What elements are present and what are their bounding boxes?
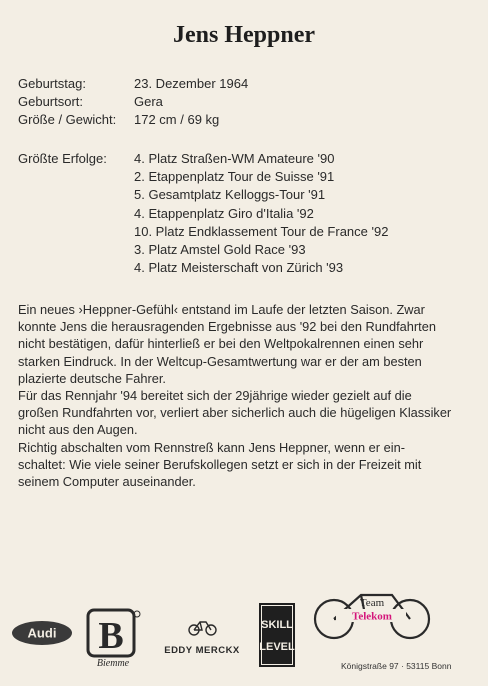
bio-line: konnte Jens die herausragenden Ergebnisse aus '92 bei den Rundfahrten [18, 319, 436, 335]
facts-list [18, 75, 248, 129]
achievement-item: 2. Etappenplatz Tour de Suisse '91 [134, 169, 335, 185]
fact-label: Geburtstag: [18, 76, 86, 91]
skill-text: SKILL [261, 619, 293, 631]
bio-line: Richtig abschalten vom Rennstreß kann Jens Heppner, wenn er ein- [18, 439, 405, 455]
fact-birthday [18, 75, 248, 93]
fact-value: 23. Dezember 1964 [134, 76, 249, 91]
bio-line: plazierte deutsche Fahrer. [18, 370, 166, 386]
bio-line: nicht aus den Augen. [18, 422, 138, 438]
bicycle-icon [189, 622, 216, 635]
biemme-logo [86, 608, 142, 668]
fact-birthplace [18, 93, 248, 111]
merckx-text: EDDY MERCKX [164, 645, 240, 656]
achievement-item: 4. Etappenplatz Giro d'Italia '92 [134, 205, 314, 221]
fact-label: Größe / Gewicht: [18, 112, 117, 127]
bio-line: schaltet: Wie viele seiner Berufskollegen setzt er sich in der Freizeit mit [18, 456, 422, 472]
biemme-text: Biemme [96, 658, 130, 668]
bio-line: seinem Computer auseinander. [18, 474, 196, 490]
audi-text: Audi [27, 625, 57, 641]
level-text: LEVEL [259, 641, 295, 653]
bio-line: Für das Rennjahr '94 bereitet sich der 29jährige wieder gezielt auf die [18, 388, 412, 404]
bio-line: großen Rundfahrten vor, verliert aber sicherlich auch die hügeligen Klassiker [18, 405, 452, 421]
achievements [18, 150, 388, 277]
achievement-item: 4. Platz Meisterschaft von Zürich '93 [134, 260, 344, 276]
audi-logo [10, 620, 74, 646]
fact-value: 172 cm / 69 kg [134, 112, 220, 127]
achievement-item: 4. Platz Straßen-WM Amateure '90 [134, 151, 335, 166]
address: Königstraße 97 · 53115 Bonn [341, 661, 452, 671]
bio-line: Ein neues ›Heppner-Gefühl‹ entstand im Laufe der letzten Saison. Zwar [18, 302, 425, 317]
achievement-item: 5. Gesamtplatz Kelloggs-Tour '91 [134, 187, 326, 203]
rider-name: Jens Heppner [172, 22, 315, 48]
fact-label: Geburtsort: [18, 94, 84, 109]
skill-level-logo [258, 602, 296, 668]
eddy-merckx-logo [156, 615, 248, 657]
telekom-team-text: Team [359, 597, 385, 609]
telekom-name-text: Telekom [352, 610, 392, 623]
achievements-label: Größte Erfolge: [18, 151, 107, 166]
achievement-item: 3. Platz Amstel Gold Race '93 [134, 242, 306, 258]
bio-line: starken Eindruck. In der Weltcup-Gesamtwertung war er der am besten [18, 353, 422, 369]
team-telekom-logo [306, 581, 436, 643]
bio-line: nicht bestätigen, dafür hinterließ er bei den Weltpokalrennen einen sehr [18, 336, 424, 352]
biemme-mark: B [98, 615, 124, 657]
biography [18, 301, 476, 490]
achievements-list [134, 150, 388, 277]
fact-value: Gera [134, 94, 163, 109]
achievement-item: 10. Platz Endklassement Tour de France '92 [134, 223, 389, 239]
fact-height-weight [18, 111, 248, 129]
